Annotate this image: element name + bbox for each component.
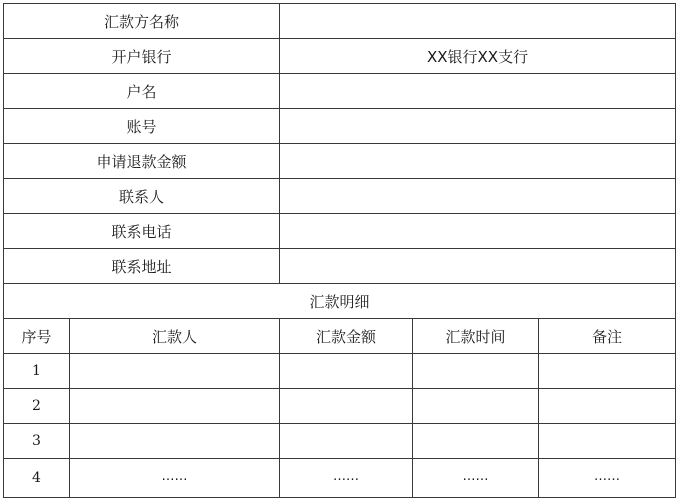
info-row-contact-phone (4, 214, 676, 249)
row-index: 4 (4, 459, 70, 498)
info-label: 联系地址 (4, 249, 280, 284)
time-cell[interactable] (413, 424, 539, 459)
info-value-cell[interactable] (280, 109, 676, 144)
info-label: 账号 (4, 109, 280, 144)
info-row-account-name (4, 74, 676, 109)
note-cell[interactable] (539, 424, 676, 459)
amount-cell[interactable] (280, 424, 413, 459)
note-cell[interactable]: …… (539, 459, 676, 498)
info-value-cell[interactable] (280, 179, 676, 214)
info-label: 联系电话 (4, 214, 280, 249)
amount-cell[interactable] (280, 354, 413, 389)
info-label: 开户银行 (4, 39, 280, 74)
column-header-index: 序号 (4, 319, 70, 354)
info-row-contact-address (4, 249, 676, 284)
info-value-cell[interactable] (280, 249, 676, 284)
remitter-cell[interactable] (70, 389, 280, 424)
column-header-amount: 汇款金额 (280, 319, 413, 354)
info-label: 联系人 (4, 179, 280, 214)
table-row (4, 424, 676, 459)
info-row-bank (4, 39, 676, 74)
info-row-contact-person (4, 179, 676, 214)
row-index: 3 (4, 424, 70, 459)
time-cell[interactable] (413, 389, 539, 424)
remitter-cell[interactable] (70, 354, 280, 389)
info-label: 汇款方名称 (4, 4, 280, 39)
info-value-cell[interactable] (280, 4, 676, 39)
column-header-time: 汇款时间 (413, 319, 539, 354)
info-row-account-number (4, 109, 676, 144)
column-header-remitter: 汇款人 (70, 319, 280, 354)
column-header-note: 备注 (539, 319, 676, 354)
table-row (4, 459, 676, 498)
info-value-cell[interactable] (280, 74, 676, 109)
time-cell[interactable] (413, 354, 539, 389)
info-row-refund-amount (4, 144, 676, 179)
note-cell[interactable] (539, 389, 676, 424)
info-value-cell[interactable] (280, 214, 676, 249)
note-cell[interactable] (539, 354, 676, 389)
row-index: 1 (4, 354, 70, 389)
info-value-cell[interactable] (280, 144, 676, 179)
amount-cell[interactable]: …… (280, 459, 413, 498)
section-title: 汇款明细 (4, 284, 676, 319)
table-row (4, 389, 676, 424)
time-cell[interactable]: …… (413, 459, 539, 498)
detail-header-row (4, 319, 676, 354)
row-index: 2 (4, 389, 70, 424)
refund-application-form (3, 3, 676, 498)
info-value-cell[interactable]: XX银行XX支行 (280, 39, 676, 74)
remitter-cell[interactable]: …… (70, 459, 280, 498)
info-label: 申请退款金额 (4, 144, 280, 179)
detail-section-title-row (4, 284, 676, 319)
amount-cell[interactable] (280, 389, 413, 424)
info-label: 户名 (4, 74, 280, 109)
remitter-cell[interactable] (70, 424, 280, 459)
info-row-remitter-name (4, 4, 676, 39)
table-row (4, 354, 676, 389)
